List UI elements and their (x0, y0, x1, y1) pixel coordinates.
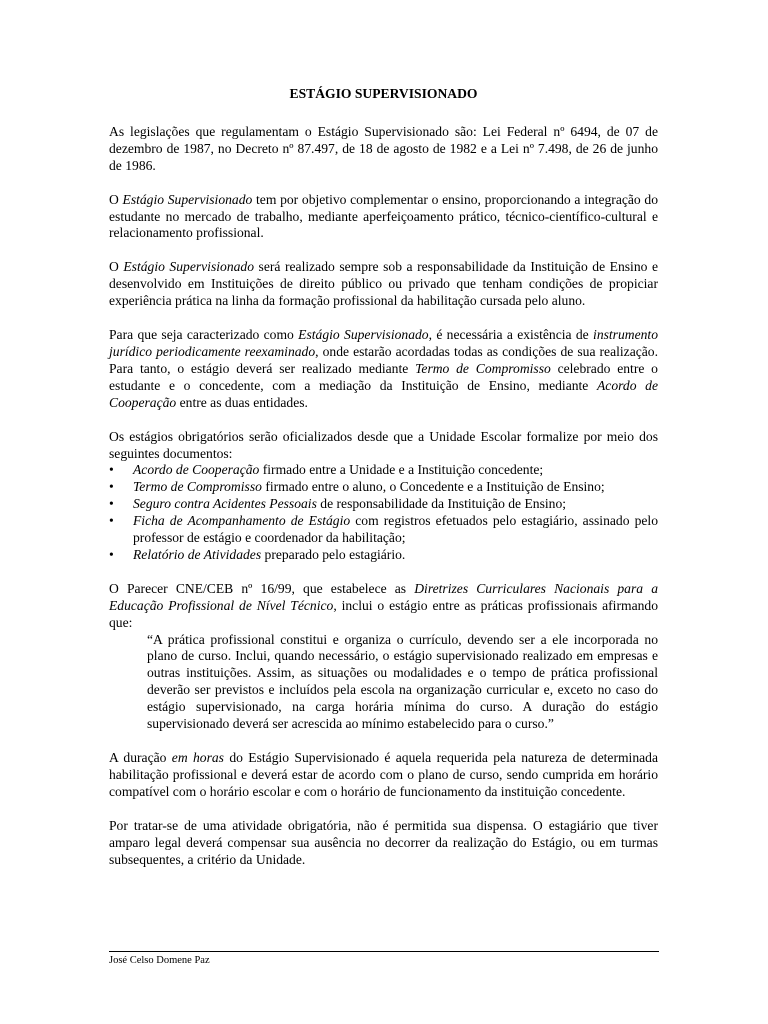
documents-list (109, 462, 658, 563)
italic-term: Estágio Supervisionado (298, 327, 429, 343)
italic-term: Estágio Supervisionado (123, 259, 255, 275)
list-item (109, 547, 658, 564)
document-title: ESTÁGIO SUPERVISIONADO (289, 86, 478, 101)
text-run: O Parecer CNE/CEB nº 16/99, que estabelece as (109, 580, 415, 596)
list-item (109, 462, 658, 479)
footer-divider (109, 951, 659, 952)
text-run: O (109, 259, 124, 275)
bullet-icon: • (109, 496, 114, 512)
bullet-icon: • (109, 462, 114, 478)
text-run: celebrado entre o estudante e o concedente, com a mediação da Instituição de Ensino, mediante (109, 360, 658, 393)
text-run: tem por objetivo complementar o ensino, proporcionando a integração do estudante no mercado de trabalho, mediante aperfeiçoamento prático, técnico-científico-cultural e relacionamento profissional. (109, 191, 659, 241)
italic-term: Acordo de Cooperação (133, 462, 260, 478)
italic-term: Acordo de Cooperação (109, 377, 658, 410)
paragraph-legislation: As legislações que regulamentam o Estágio Supervisionado são: Lei Federal nº 6494, de 07 de dezembro de 1987, no Decreto nº 87.497, de 18 de agosto de 1982 e a Lei nº 7.498, de 26 de junho de 1986. (109, 123, 658, 173)
paragraph-duration (109, 750, 658, 801)
document-body (109, 86, 658, 885)
text-run: A duração (109, 750, 172, 765)
text-run: entre as duas entidades. (176, 394, 308, 410)
text-run: Para que seja caracterizado como (109, 327, 299, 343)
paragraph-mandatory: Por tratar-se de uma atividade obrigatória, não é permitida sua dispensa. O estagiário que tiver amparo legal deverá compensar sua ausência no decorrer da realização do Estágio, ou em turmas subsequentes, a critério da Unidade. (109, 817, 658, 867)
bullet-icon: • (109, 546, 114, 562)
paragraph-documents-intro: Os estágios obrigatórios serão oficializados desde que a Unidade Escolar formalize por meio dos seguintes documentos: (109, 428, 658, 461)
italic-term: em horas (171, 750, 224, 765)
list-item (109, 479, 658, 496)
text-run: será realizado sempre sob a responsabilidade da Instituição de Ensino e desenvolvido em Instituições de direito público ou privado que tenham condições de propiciar experiência prática na linha da formação profissional da habilitação cursada pelo aluno. (109, 259, 658, 309)
text-run: firmado entre a Unidade e a Instituição concedente; (259, 462, 544, 478)
italic-term: Relatório de Atividades (133, 546, 262, 562)
italic-term: Estágio Supervisionado (122, 191, 253, 207)
italic-term: Seguro contra Acidentes Pessoais (133, 496, 317, 512)
list-item (109, 496, 658, 513)
text-run: O (109, 191, 123, 207)
text-run: , inclui o estágio entre as práticas profissionais afirmando que: (109, 597, 658, 630)
paragraph-parecer (109, 581, 658, 632)
quote-block: “A prática profissional constitui e organiza o currículo, devendo ser a ele incorporada no plano de curso. Inclui, quando necessário, o estágio supervisionado realizado em empresas e outras instituições. Assim, as situações ou modalidades e o tempo de prática profissional deverão ser previstos e incluídos pela escola na organização curricular e, exceto no caso do estágio supervisionado, na carga horária mínima do curso. A duração do estágio supervisionado deverá ser acrescida ao mínimo estabelecido para o curso.” (147, 631, 658, 732)
text-run: de responsabilidade da Instituição de Ensino; (316, 496, 567, 512)
paragraph-objective (109, 192, 658, 243)
list-item (109, 513, 658, 547)
text-run: , é necessária a existência de (428, 327, 594, 343)
italic-term: Termo de Compromisso (415, 360, 551, 376)
italic-term: Diretrizes Curriculares Nacionais para a Educação Profissional de Nível Técnico (109, 580, 658, 613)
italic-term: instrumento jurídico periodicamente reexaminado (109, 327, 658, 359)
text-run: do Estágio Supervisionado é aquela requerida pela natureza de determinada habilitação profissional e deverá estar de acordo com o plano de curso, sendo cumprida em horário compatível com o horário escolar e com o horário de funcionamento da instituição concedente. (109, 750, 658, 799)
paragraph-characterization (109, 327, 658, 412)
footer-author: José Celso Domene Paz (109, 955, 210, 966)
bullet-icon: • (109, 479, 114, 495)
bullet-icon: • (109, 513, 114, 529)
text-run: , onde estarão acordadas todas as condições de sua realização. Para tanto, o estágio deverá ser realizado mediante (109, 343, 658, 376)
italic-term: Termo de Compromisso (133, 479, 262, 495)
text-run: com registros efetuados pelo estagiário, assinado pelo professor de estágio e coordenador da habilitação; (133, 513, 658, 546)
italic-term: Ficha de Acompanhamento de Estágio (133, 513, 351, 529)
paragraph-responsibility (109, 259, 658, 310)
text-run: firmado entre o aluno, o Concedente e a Instituição de Ensino; (261, 479, 605, 495)
text-run: preparado pelo estagiário. (261, 546, 406, 562)
